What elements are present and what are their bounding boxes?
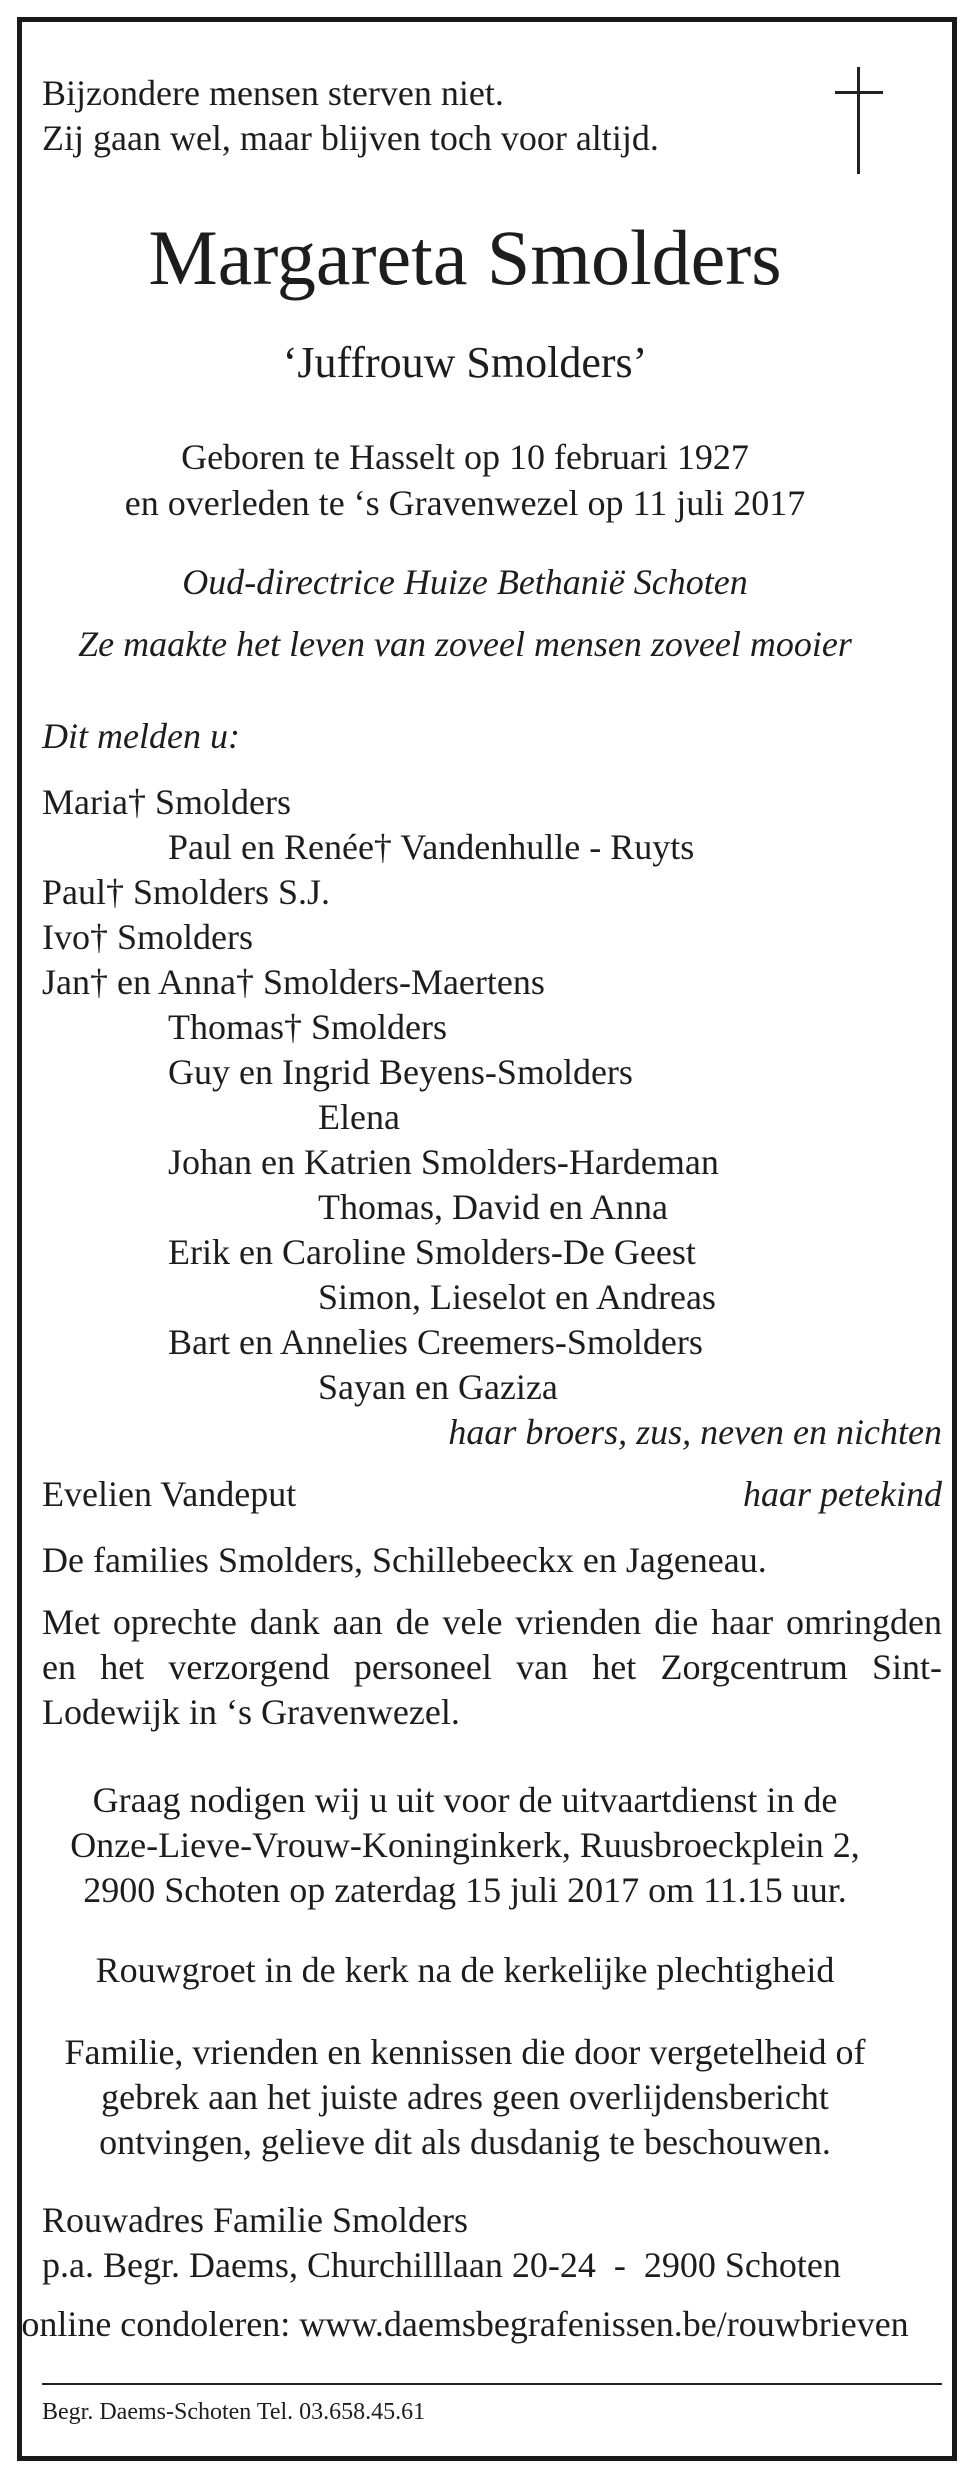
family-member: Johan en Katrien Smolders-Hardeman [168, 1142, 719, 1182]
role-line: Oud-directrice Huize Bethanië Schoten [182, 562, 748, 602]
family-member: Ivo† Smolders [42, 917, 253, 957]
family-member: Simon, Lieselot en Andreas [318, 1277, 716, 1317]
godchild-relation: haar petekind [743, 1474, 942, 1514]
family-member: Paul† Smolders S.J. [42, 872, 331, 912]
family-member: Jan† en Anna† Smolders-Maertens [42, 962, 545, 1002]
death-line: en overleden te ‘s Gravenwezel op 11 juli 2017 [124, 483, 806, 523]
deceased-nickname: ‘Juffrouw Smolders’ [282, 338, 648, 387]
service-line-2: Onze-Lieve-Vrouw-Koninginkerk, Ruusbroeckplein 2, [70, 1825, 860, 1865]
thanks-paragraph: Met oprechte dank aan de vele vrienden die haar omringden en het verzorgend personeel van het Zorgcentrum Sint-Lodewijk in ‘s Gravenwezel. [42, 1602, 942, 1732]
notice-line-2: gebrek aan het juiste adres geen overlijdensbericht [101, 2077, 829, 2117]
family-relation: haar broers, zus, neven en nichten [448, 1412, 942, 1452]
family-member: Sayan en Gaziza [318, 1367, 558, 1407]
family-member: Elena [318, 1097, 400, 1137]
tribute-line: Ze maakte het leven van zoveel mensen zoveel mooier [78, 624, 852, 664]
family-member: Erik en Caroline Smolders-De Geest [168, 1232, 696, 1272]
online-condolence-link[interactable]: online condoleren: www.daemsbegrafenissen.be/rouwbrieven [21, 2304, 909, 2344]
motto-line-1: Bijzondere mensen sterven niet. [42, 73, 504, 113]
address-line-2: p.a. Begr. Daems, Churchilllaan 20-24 - 2900 Schoten [42, 2245, 841, 2285]
service-line-3: 2900 Schoten op zaterdag 15 juli 2017 om 11.15 uur. [83, 1870, 847, 1910]
footer-divider [42, 2383, 942, 2385]
family-member: Paul en Renée† Vandenhulle - Ruyts [168, 827, 695, 867]
service-line-1: Graag nodigen wij u uit voor de uitvaartdienst in de [92, 1780, 838, 1820]
family-member: Thomas, David en Anna [318, 1187, 668, 1227]
godchild-name: Evelien Vandeput [42, 1474, 297, 1514]
motto-line-2: Zij gaan wel, maar blijven toch voor altijd. [42, 118, 659, 158]
address-line-1: Rouwadres Familie Smolders [42, 2200, 468, 2240]
cross-icon-bar [835, 91, 883, 94]
notice-line-3: ontvingen, gelieve dit als dusdanig te beschouwen. [99, 2122, 831, 2162]
family-member: Thomas† Smolders [168, 1007, 447, 1047]
condolence-greeting: Rouwgroet in de kerk na de kerkelijke plechtigheid [95, 1950, 835, 1990]
notice-line-1: Familie, vrienden en kennissen die door vergetelheid of [64, 2032, 866, 2072]
birth-line: Geboren te Hasselt op 10 februari 1927 [181, 437, 749, 477]
cross-icon [857, 67, 860, 174]
family-intro: Dit melden u: [42, 716, 240, 756]
footer-contact: Begr. Daems-Schoten Tel. 03.658.45.61 [42, 2399, 426, 2425]
deceased-name: Margareta Smolders [148, 214, 782, 301]
family-member: Maria† Smolders [42, 782, 291, 822]
family-member: Bart en Annelies Creemers-Smolders [168, 1322, 703, 1362]
family-member: Guy en Ingrid Beyens-Smolders [168, 1052, 633, 1092]
families-line: De families Smolders, Schillebeeckx en Jageneau. [42, 1540, 767, 1580]
